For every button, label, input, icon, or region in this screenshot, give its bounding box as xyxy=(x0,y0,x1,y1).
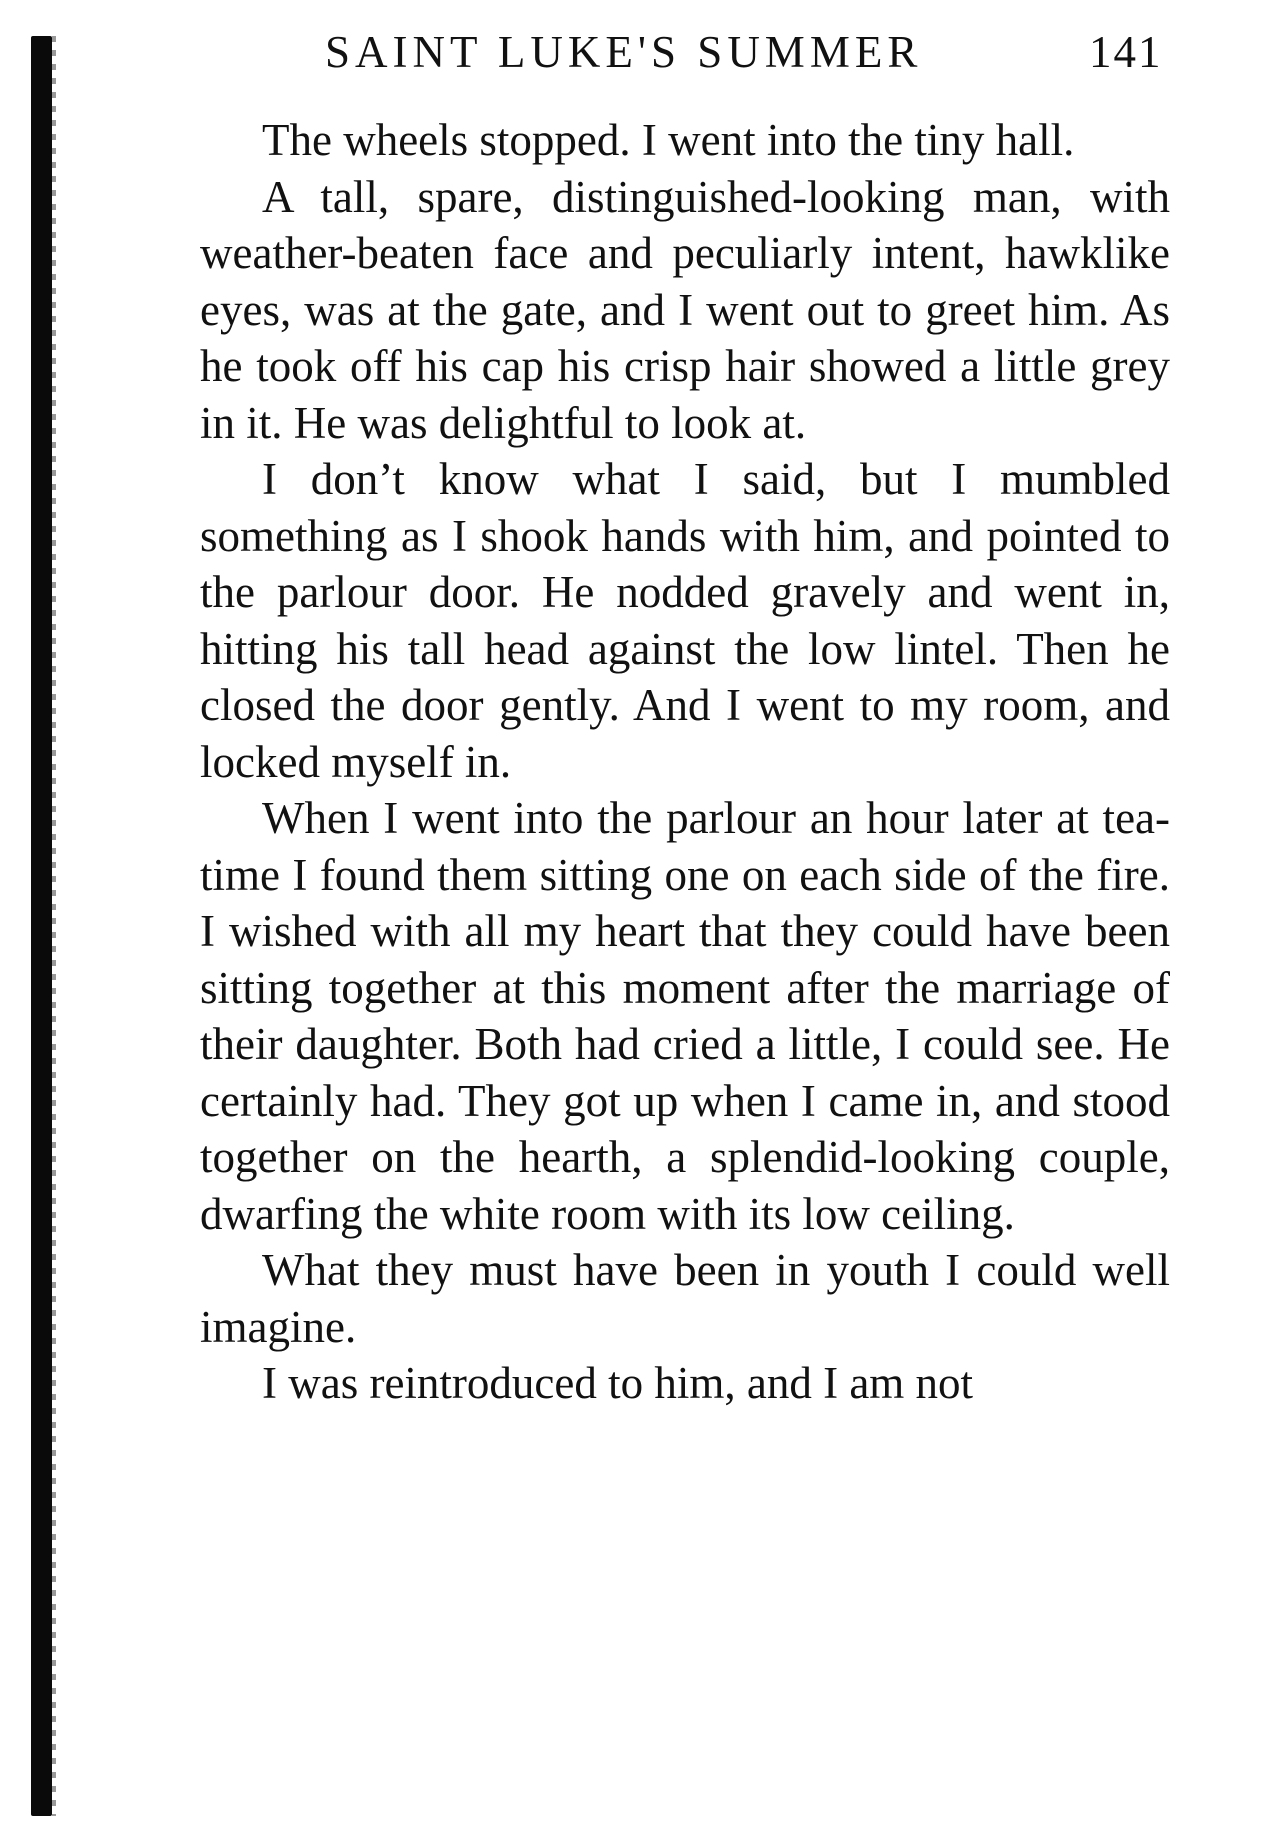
paragraph: I don’t know what I said, but I mumbled something as I shook hands with him, and pointed to the parlour door. He nodded gravely and went in, hitting his tall head against the low lintel. Then he closed the door gently. And I went to my room, and locked myself in. xyxy=(200,454,1170,787)
body-text xyxy=(200,112,1170,1412)
running-head xyxy=(325,26,1163,86)
paragraph: I was reintroduced to him, and I am not xyxy=(262,1358,974,1408)
paragraph: When I went into the parlour an hour later at tea-time I found them sitting one on each side of the fire. I wished with all my heart that they could have been sitting together at this moment after the marriage of their daughter. Both had cried a little, I could see. He certainly had. They got up when I came in, and stood together on the hearth, a splendid-looking couple, dwarfing the white room with its low ceiling. xyxy=(200,793,1170,1239)
paragraph: The wheels stopped. I went into the tiny hall. xyxy=(262,115,1075,165)
paragraph: A tall, spare, distinguished-looking man, with weather-beaten face and peculiarly intent, hawklike eyes, was at the gate, and I went out to greet him. As he took off his cap his crisp hair showed a little grey in it. He was delightful to look at. xyxy=(200,171,1170,448)
page-number: 141 xyxy=(1089,27,1163,77)
running-head-title: SAINT LUKE'S SUMMER xyxy=(325,27,923,77)
paragraph: What they must have been in youth I could well imagine. xyxy=(200,1245,1170,1352)
binding-edge-shadow xyxy=(31,36,52,1816)
